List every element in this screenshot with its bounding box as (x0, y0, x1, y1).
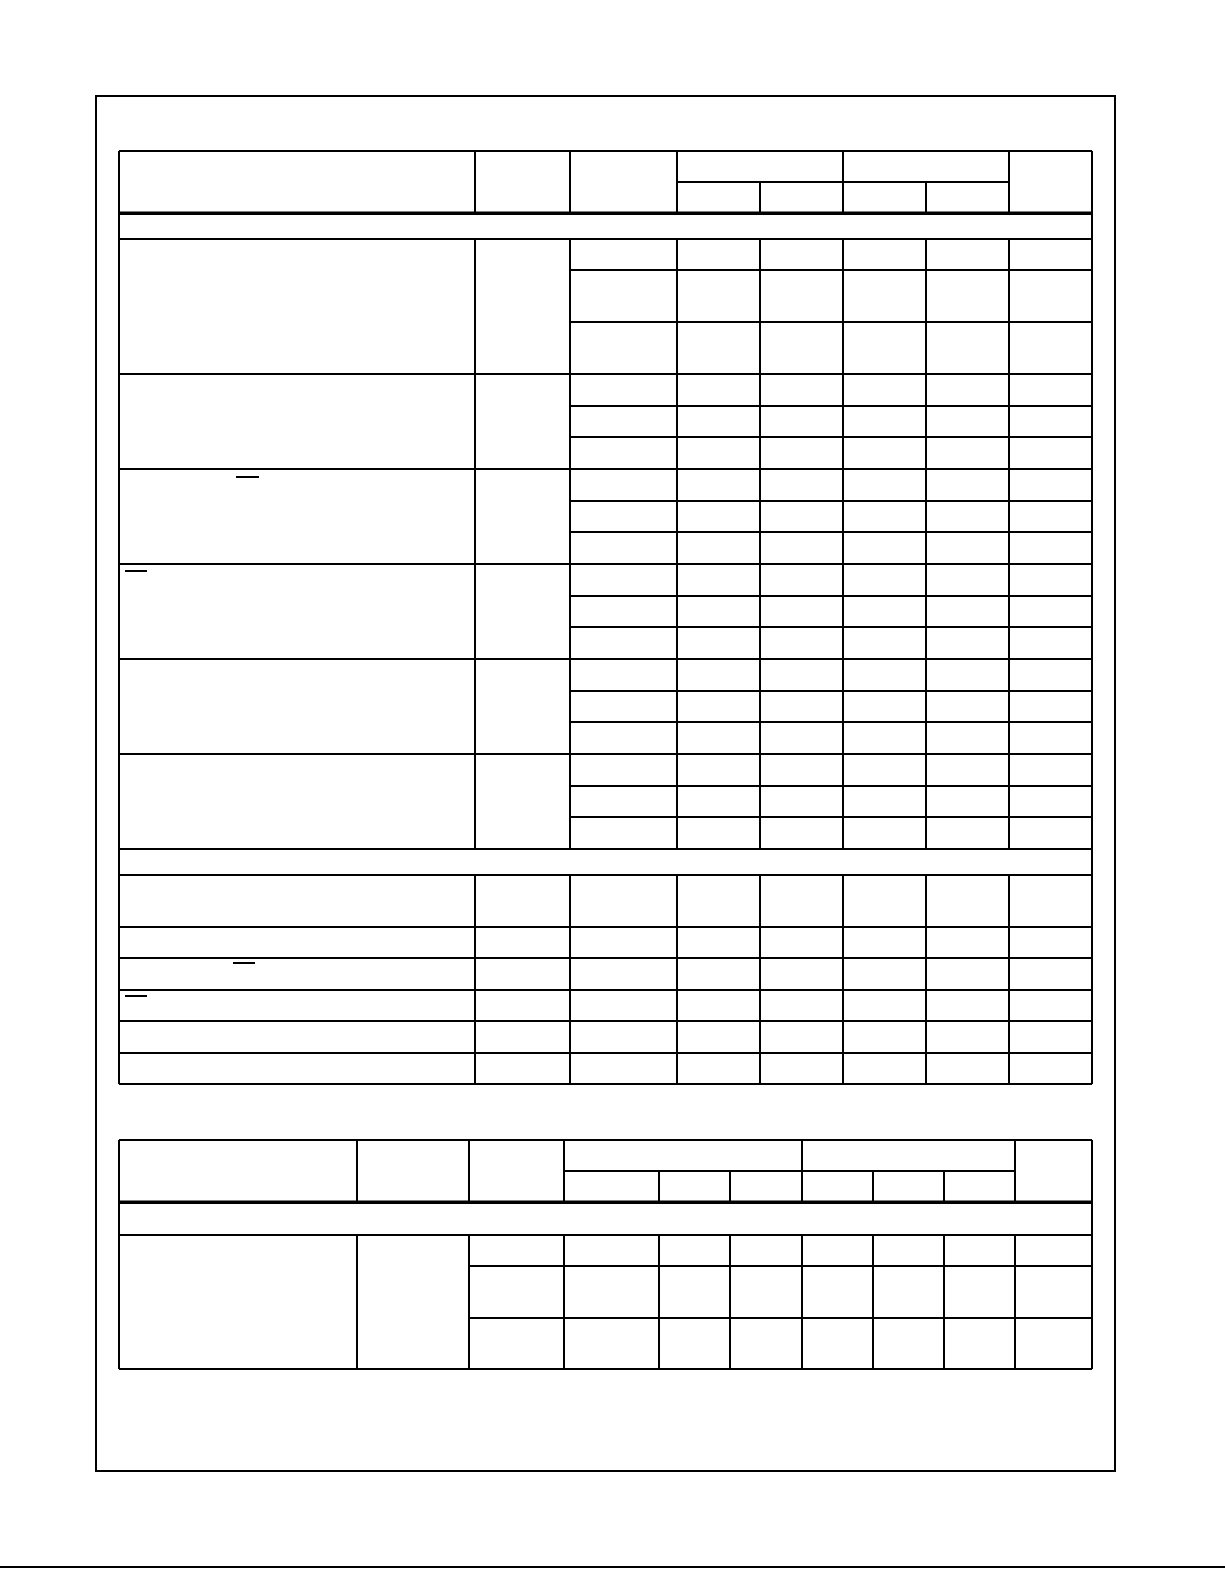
lower-table (119, 1140, 1092, 1369)
upper-table (119, 151, 1092, 1084)
